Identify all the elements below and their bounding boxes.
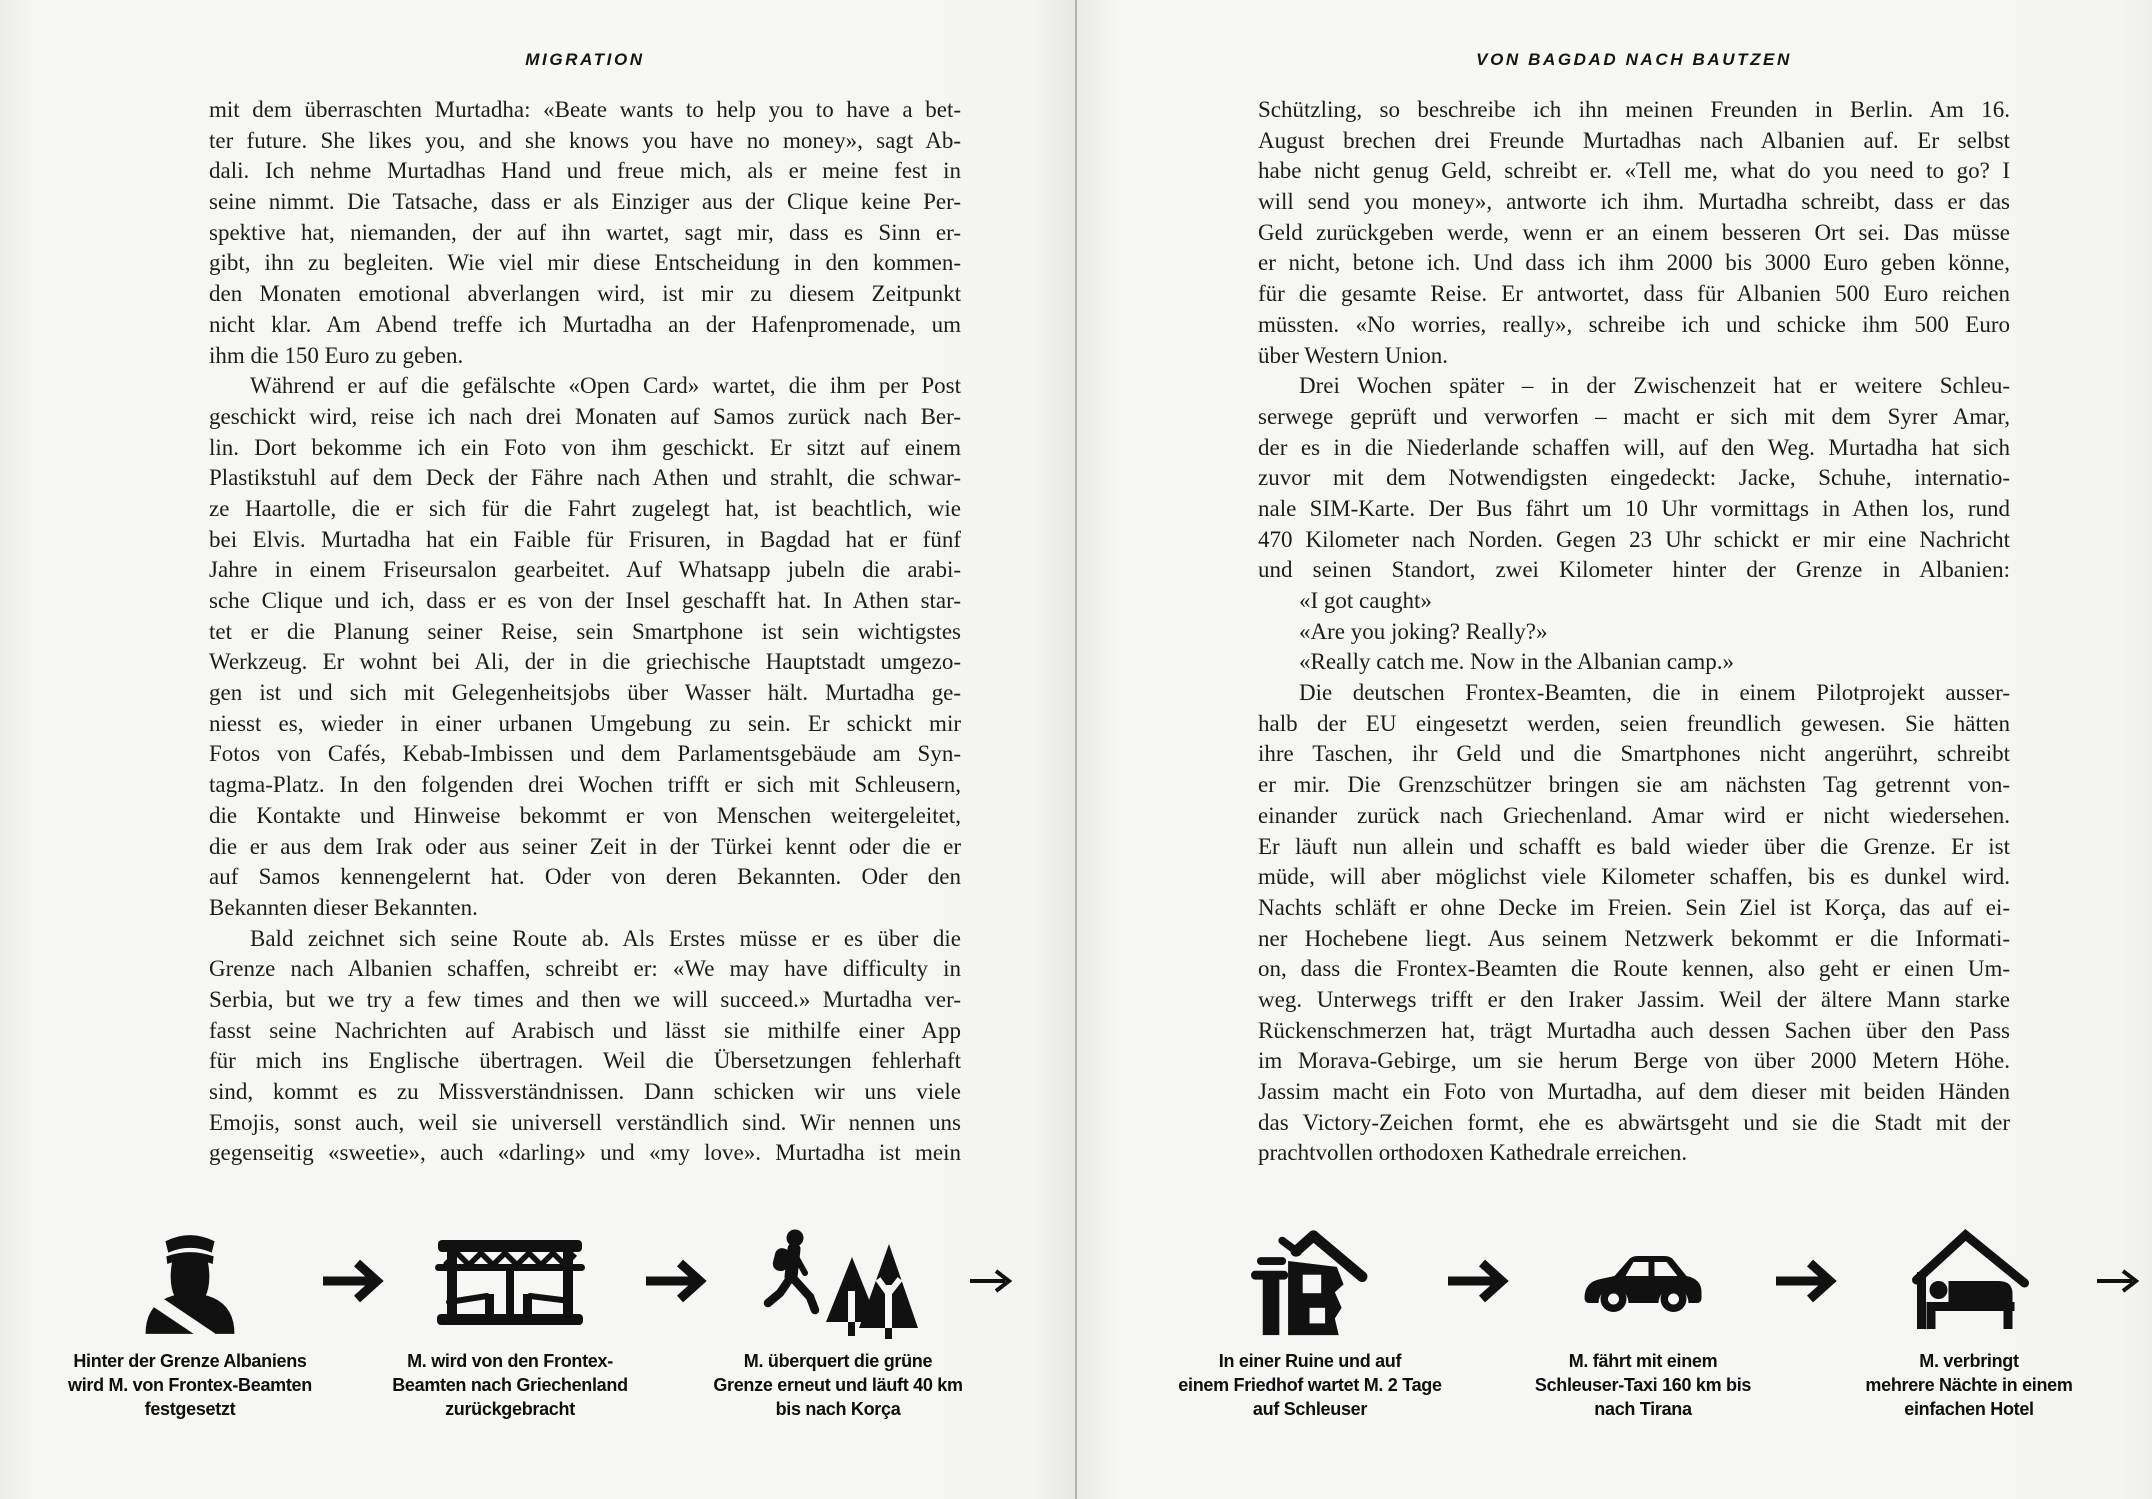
- text-line: ihre Taschen, ihr Geld und die Smartphones nicht angerührt, schreibt: [1258, 741, 2010, 767]
- text-line: das Victory-Zeichen formt, ehe es abwärtsgeht und sie die Stadt mit der: [1258, 1109, 2010, 1135]
- text-line: 470 Kilometer nach Norden. Gegen 23 Uhr schickt er mir eine Nachricht: [1258, 526, 2010, 552]
- text-line: Bald zeichnet sich seine Route ab. Als Erstes müsse er es über die: [250, 925, 961, 951]
- text-line: Die deutschen Frontex-Beamten, die in einem Pilotprojekt ausser-: [1299, 680, 2010, 706]
- text-line: der es in die Niederlande schaffen will, auf den Weg. Murtadha hat sich: [1258, 434, 2010, 460]
- text-line: will send you money», antworte ich ihm. Murtadha schreibt, dass er das: [1258, 189, 2010, 215]
- text-line: Rückenschmerzen hat, trägt Murtadha auch dessen Sachen über den Pass: [1258, 1017, 2010, 1043]
- text-line: Während er auf die gefälschte «Open Card» wartet, die ihm per Post: [250, 373, 961, 399]
- text-line: gen ist und sich mit Gelegenheitsjobs über Wasser hält. Murtadha ge-: [209, 680, 961, 706]
- text-line: Emojis, sonst auch, weil sie universell verständlich sind. Wir nennen uns: [209, 1109, 961, 1135]
- step-caption: M. wird von den Frontex- Beamten nach Griechenland zurückgebracht: [392, 1351, 628, 1419]
- text-line: habe nicht genug Geld, schreibt er. «Tell me, what do you need to go? I: [1258, 158, 2010, 184]
- text-line: die Kontakte und Hinweise bekommt er von Menschen weitergeleitet,: [209, 802, 961, 828]
- step-caption: In einer Ruine und auf einem Friedhof wartet M. 2 Tage auf Schleuser: [1178, 1351, 1442, 1419]
- text-line: er mir. Die Grenzschützer bringen sie am nächsten Tag getrennt von-: [1258, 772, 2010, 798]
- text-line: «Really catch me. Now in the Albanian camp.»: [1299, 649, 1734, 675]
- text-line: für die gesamte Reise. Er antwortet, dass für Albanien 500 Euro reichen: [1258, 281, 2010, 307]
- right-page: [1077, 0, 2152, 1499]
- text-line: er nicht, betone ich. Und dass ich ihm 2000 bis 3000 Euro geben könne,: [1258, 250, 2010, 276]
- border-checkpoint-icon: [435, 1240, 585, 1325]
- arrow-right-icon: [2096, 1266, 2140, 1296]
- text-line: ter future. She likes you, and she knows you have no money», sagt Ab-: [209, 127, 961, 153]
- text-line: halb der EU eingesetzt werden, seien freundlich gewesen. Sie hätten: [1258, 710, 2010, 736]
- hotel-bed-icon: [1907, 1228, 2032, 1333]
- car-icon: [1581, 1246, 1706, 1314]
- text-line: dali. Ich nehme Murtadhas Hand und freue mich, als er meine fest in: [209, 158, 961, 184]
- frontex-officer-icon: [138, 1224, 242, 1337]
- text-line: bei Elvis. Murtadha hat ein Faible für Frisuren, in Bagdad hat er fünf: [209, 526, 961, 552]
- text-line: nicht klar. Am Abend treffe ich Murtadha an der Hafenpromenade, um: [209, 311, 961, 337]
- running-header: VON BAGDAD NACH BAUTZEN: [1476, 50, 1792, 69]
- text-line: und seinen Standort, zwei Kilometer hinter der Grenze in Albanien:: [1258, 557, 2010, 583]
- text-line: serwege geprüft und verworfen – macht er sich mit dem Syrer Amar,: [1258, 403, 2010, 429]
- text-line: nale SIM-Karte. Der Bus fährt um 10 Uhr vormittags in Athen los, rund: [1258, 495, 2010, 521]
- arrow-right-icon: [320, 1256, 386, 1306]
- hiker-forest-icon: [758, 1227, 918, 1339]
- text-line: müde, will aber möglichst viele Kilometer schaffen, bis es dunkel wird.: [1258, 864, 2010, 890]
- text-line: auf Samos kennengelernt hat. Oder von deren Bekannten. Oder den: [209, 864, 961, 890]
- text-line: Fotos von Cafés, Kebab-Imbissen und dem Parlamentsgebäude am Syn-: [209, 741, 961, 767]
- text-line: Grenze nach Albanien schaffen, schreibt er: «We may have difficulty in: [209, 956, 961, 982]
- arrow-right-icon: [1445, 1256, 1511, 1306]
- text-line: «Are you joking? Really?»: [1299, 618, 1548, 644]
- text-line: sche Clique und ich, dass er es von der Insel geschafft hat. In Athen star-: [209, 588, 961, 613]
- text-line: Nachts schläft er ohne Decke im Freien. Sein Ziel ist Korça, das auf ei-: [1258, 894, 2010, 920]
- text-line: Er läuft nun allein und schafft es bald wieder über die Grenze. Er ist: [1258, 833, 2010, 859]
- text-line: weg. Unterwegs trifft er den Iraker Jassim. Weil der ältere Mann starke: [1258, 986, 2010, 1012]
- text-line: Serbia, but we try a few times and then we will succeed.» Murtadha ver-: [209, 986, 961, 1012]
- text-line: tagma-Platz. In den folgenden drei Wochen trifft er sich mit Schleusern,: [209, 772, 961, 798]
- step-caption: Hinter der Grenze Albaniens wird M. von Frontex-Beamten festgesetzt: [68, 1351, 312, 1419]
- text-line: prachtvollen orthodoxen Kathedrale erreichen.: [1258, 1140, 1688, 1166]
- text-line: on, dass die Frontex-Beamten die Route kennen, also geht er einen Um-: [1258, 956, 2010, 982]
- step-caption: M. fährt mit einem Schleuser-Taxi 160 km bis nach Tirana: [1534, 1351, 1752, 1419]
- text-line: sind, kommt es zu Missverständnissen. Dann schicken wir uns viele: [209, 1079, 961, 1104]
- body-text: [209, 95, 961, 1169]
- text-line: im Morava-Gebirge, um sie herum Berge von über 2000 Metern Höhe.: [1258, 1048, 2010, 1074]
- text-line: Jassim macht ein Foto von Murtadha, auf dem dieser mit beiden Händen: [1258, 1079, 2010, 1104]
- text-line: lin. Dort bekomme ich ein Foto von ihm geschickt. Er sitzt auf einem: [209, 434, 961, 460]
- text-line: Bekannten dieser Bekannten.: [209, 894, 478, 920]
- text-line: fasst seine Nachrichten auf Arabisch und lässt sie mithilfe einer App: [209, 1017, 961, 1043]
- text-line: Jahre in einem Friseursalon gearbeitet. Auf Whatsapp jubeln die arabi-: [209, 557, 961, 583]
- text-line: «I got caught»: [1299, 588, 1432, 613]
- text-line: Drei Wochen später – in der Zwischenzeit hat er weitere Schleu-: [1299, 373, 2010, 399]
- body-text: [1258, 95, 2010, 1169]
- text-line: über Western Union.: [1258, 342, 1448, 368]
- arrow-right-icon: [969, 1266, 1013, 1296]
- left-page: [0, 0, 1075, 1499]
- text-line: ihm die 150 Euro zu geben.: [209, 342, 464, 368]
- text-line: gibt, ihn zu begleiten. Wie viel mir diese Entscheidung in den kommen-: [209, 250, 961, 276]
- arrow-right-icon: [1773, 1256, 1839, 1306]
- text-line: den Monaten emotional abverlangen wird, ist mir zu diesem Zeitpunkt: [209, 281, 961, 307]
- arrow-right-icon: [643, 1256, 709, 1306]
- text-line: seine nimmt. Die Tatsache, dass er als Einziger aus der Clique keine Per-: [209, 189, 961, 215]
- step-caption: M. überquert die grüne Grenze erneut und läuft 40 km bis nach Korça: [713, 1351, 963, 1419]
- text-line: spektive hat, niemanden, der auf ihn wartet, sagt mir, dass es Sinn er-: [209, 219, 961, 245]
- text-line: für mich ins Englische übertragen. Weil die Übersetzungen fehlerhaft: [209, 1048, 961, 1074]
- text-line: Geld zurückgeben werde, wenn er an einem besseren Ort sei. Das müsse: [1258, 219, 2010, 245]
- text-line: geschickt wird, reise ich nach drei Monaten auf Samos zurück nach Ber-: [209, 403, 961, 429]
- text-line: einander zurück nach Griechenland. Amar wird er nicht wiedersehen.: [1258, 802, 2010, 828]
- text-line: ze Haartolle, die er sich für die Fahrt zugelegt hat, ist beachtlich, wie: [209, 495, 961, 521]
- text-line: ner Hochebene liegt. Aus seinem Netzwerk bekommt er die Informati-: [1258, 925, 2010, 951]
- text-line: zuvor mit dem Notwendigsten eingedeckt: Jacke, Schuhe, internatio-: [1258, 465, 2010, 491]
- text-line: gegenseitig «sweetie», auch «darling» und «my love». Murtadha ist mein: [209, 1140, 961, 1166]
- text-line: niesst es, wieder in einer urbanen Umgebung zu sein. Er schickt mir: [209, 710, 961, 736]
- text-line: Werkzeug. Er wohnt bei Ali, der in die griechische Hauptstadt umgezo-: [209, 649, 961, 675]
- text-line: Schützling, so beschreibe ich ihn meinen Freunden in Berlin. Am 16.: [1258, 97, 2010, 122]
- ruined-house-icon: [1249, 1226, 1371, 1338]
- text-line: mit dem überraschten Murtadha: «Beate wants to help you to have a bet-: [209, 97, 961, 122]
- step-caption: M. verbringt mehrere Nächte in einem einfachen Hotel: [1865, 1351, 2073, 1419]
- running-header: MIGRATION: [525, 50, 645, 69]
- text-line: August brechen drei Freunde Murtadhas nach Albanien auf. Er selbst: [1258, 127, 2010, 153]
- text-line: die er aus dem Irak oder aus seiner Zeit in der Türkei kennt oder die er: [209, 833, 961, 859]
- text-line: Plastikstuhl auf dem Deck der Fähre nach Athen und strahlt, die schwar-: [209, 465, 961, 491]
- text-line: müssten. «No worries, really», schreibe ich und schicke ihm 500 Euro: [1258, 311, 2010, 337]
- text-line: tet er die Planung seiner Reise, sein Smartphone ist sein wichtigstes: [209, 618, 961, 644]
